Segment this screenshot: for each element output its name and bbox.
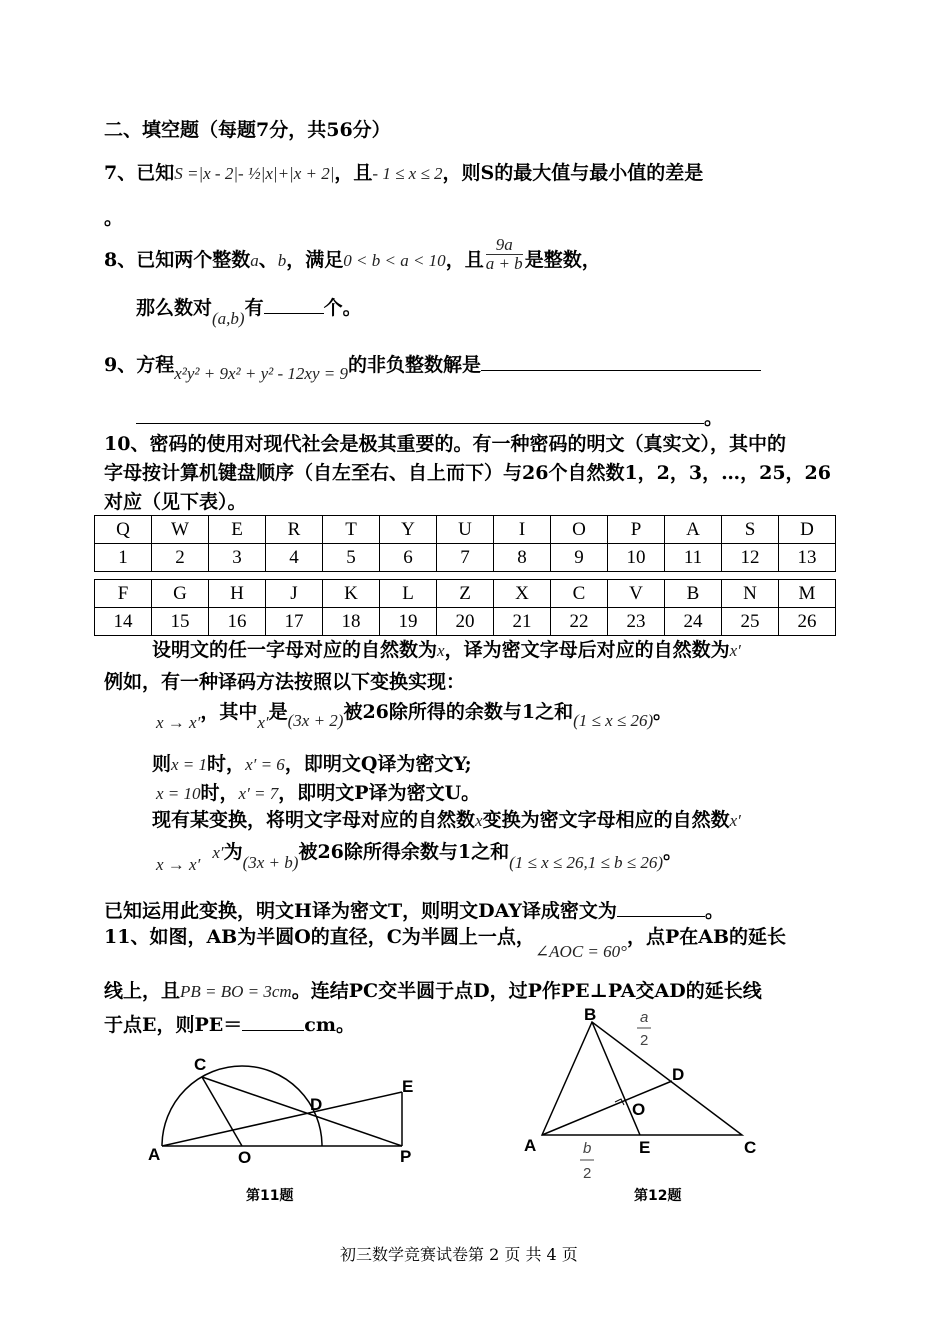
- fig11-label-e: E: [402, 1077, 414, 1096]
- q10-p5-x10: x = 10: [156, 784, 201, 803]
- q8-answer-blank[interactable]: [264, 295, 324, 314]
- figure-12: [520, 1000, 780, 1190]
- question-8: [104, 234, 601, 273]
- q11-line2-b: 。连结PC交半圆于点D，过P作PE⊥PA交AD的延长线: [291, 980, 762, 1002]
- cipher-letter-cell: T: [323, 516, 380, 544]
- cipher-table-2: [94, 579, 836, 636]
- q11-answer-blank[interactable]: [242, 1012, 304, 1031]
- q8-var-b: b: [277, 251, 287, 270]
- cipher-letter-cell: G: [152, 580, 209, 608]
- q10-p1-x: x: [437, 641, 445, 660]
- q10-p5-c: ，即明文P译为密文U。: [278, 782, 481, 804]
- cipher-number-cell: 3: [209, 544, 266, 572]
- q8-prefix: 8、已知两个整数: [104, 249, 251, 271]
- cipher-letter-cell: H: [209, 580, 266, 608]
- q10-p7-b: 被26除所得余数与1之和: [298, 841, 510, 863]
- cipher-number-cell: 16: [209, 608, 266, 636]
- cipher-table-1: [94, 515, 836, 572]
- cipher-letter-cell: K: [323, 580, 380, 608]
- q10-line1: 10、密码的使用对现代社会是极其重要的。有一种密码的明文（真实文），其中的: [104, 433, 786, 455]
- cipher-number-cell: 17: [266, 608, 323, 636]
- q7-suffix: ，则S的最大值与最小值的差是: [442, 162, 704, 184]
- cipher-letter-cell: V: [608, 580, 665, 608]
- fig11-caption: 第11题: [246, 1188, 294, 1204]
- cipher-number-cell: 6: [380, 544, 437, 572]
- q8-var-a: a: [250, 251, 259, 270]
- q10-p6-xp: x′: [729, 811, 741, 830]
- q11-angle: ∠AOC = 60°: [534, 942, 627, 961]
- cipher-letter-cell: L: [380, 580, 437, 608]
- q8-fraction: [486, 236, 523, 273]
- q10-p4-b: 时，: [207, 753, 246, 775]
- cipher-number-cell: 11: [665, 544, 722, 572]
- cipher-letter-cell: D: [779, 516, 836, 544]
- fig12-seg-b-den: 2: [583, 1165, 592, 1182]
- cipher-number-cell: 15: [152, 608, 209, 636]
- cipher-number-cell: 26: [779, 608, 836, 636]
- q9-suffix: 的非负整数解是: [347, 354, 481, 376]
- fig12-seg-b-num: b: [583, 1140, 592, 1157]
- cipher-letter-cell: X: [494, 580, 551, 608]
- cipher-letter-cell: N: [722, 580, 779, 608]
- q10-p3-range: (1 ≤ x ≤ 26): [573, 711, 654, 730]
- fig12-label-o: O: [632, 1100, 646, 1119]
- q10-p6-a: 现有某变换，将明文字母对应的自然数: [152, 809, 476, 831]
- fig12-seg-a-num: a: [640, 1009, 649, 1026]
- q10-p3-xp: x′: [257, 713, 269, 732]
- q8-frac-num: 9a: [486, 236, 523, 255]
- q7-prefix: 7、已知: [104, 162, 175, 184]
- q10-para2: 例如，有一种译码方法按照以下变换实现：: [104, 671, 466, 693]
- cipher-table-1-letters: [95, 516, 836, 544]
- fig11-label-o: O: [238, 1148, 252, 1167]
- fig12-label-e: E: [639, 1138, 651, 1157]
- cipher-number-cell: 4: [266, 544, 323, 572]
- q10-p6-b: 变换为密文字母相应的自然数: [482, 809, 730, 831]
- cipher-letter-cell: P: [608, 516, 665, 544]
- q10-p7-expr: (3x + b): [242, 853, 299, 872]
- cipher-number-cell: 9: [551, 544, 608, 572]
- q10-answer-blank[interactable]: [617, 898, 705, 917]
- q7-mid: ，且: [334, 162, 373, 184]
- cipher-table-2-letters: [95, 580, 836, 608]
- q7-formula: S =|x - 2|- ½|x|+|x + 2|: [174, 164, 335, 183]
- cipher-letter-cell: M: [779, 580, 836, 608]
- cipher-letter-cell: O: [551, 516, 608, 544]
- q10-p4-x1: x = 1: [171, 755, 208, 774]
- q10-p4-a: 则: [152, 753, 172, 775]
- cipher-number-cell: 7: [437, 544, 494, 572]
- q11-pb: PB = BO = 3cm: [180, 982, 292, 1001]
- q8-condition: 0 < b < a < 10: [343, 251, 446, 270]
- q10-p3-a: ，其中: [200, 701, 258, 723]
- fig12-seg-a-den: 2: [640, 1032, 649, 1049]
- q10-para3: [156, 700, 673, 732]
- q8-line2-mid: 有: [244, 297, 264, 319]
- cipher-number-cell: 18: [323, 608, 380, 636]
- fig11-label-a: A: [148, 1145, 161, 1164]
- q8-pair: (a,b): [212, 309, 245, 328]
- q8-line2-prefix: 那么数对: [136, 297, 213, 319]
- cipher-number-cell: 10: [608, 544, 665, 572]
- cipher-letter-cell: R: [266, 516, 323, 544]
- cipher-number-cell: 22: [551, 608, 608, 636]
- q11-line3-a: 于点E，则PE＝: [104, 1014, 243, 1036]
- cipher-number-cell: 23: [608, 608, 665, 636]
- cipher-letter-cell: U: [437, 516, 494, 544]
- q10-p6-x: x: [475, 811, 483, 830]
- fig12-label-c: C: [744, 1138, 757, 1157]
- question-8-line2: [136, 295, 362, 328]
- cipher-number-cell: 5: [323, 544, 380, 572]
- cipher-number-cell: 12: [722, 544, 779, 572]
- q8-line2-end: 个。: [323, 297, 362, 319]
- q10-p3-b: 是: [268, 701, 288, 723]
- cipher-letter-cell: Z: [437, 580, 494, 608]
- figure-11: [140, 1050, 440, 1170]
- question-9: [104, 352, 761, 383]
- cipher-letter-cell: E: [209, 516, 266, 544]
- cipher-letter-cell: C: [551, 580, 608, 608]
- q10-p7-a: 为: [223, 841, 243, 863]
- cipher-number-cell: 8: [494, 544, 551, 572]
- section-title: 二、填空题（每题7分，共56分）: [104, 119, 391, 141]
- q10-p7-end: 。: [663, 841, 683, 863]
- q9-end: 。: [704, 407, 724, 429]
- fig12-label-b: B: [584, 1005, 597, 1024]
- cipher-number-cell: 21: [494, 608, 551, 636]
- q8-mid: ，满足: [286, 249, 344, 271]
- q8-frac-den: a + b: [485, 253, 523, 273]
- cipher-letter-cell: Y: [380, 516, 437, 544]
- q11-line1: [104, 925, 787, 961]
- q10-p3-expr: (3x + 2): [287, 711, 344, 730]
- cipher-number-cell: 2: [152, 544, 209, 572]
- cipher-letter-cell: I: [494, 516, 551, 544]
- q11-line1-a: 11、如图，AB为半圆O的直径，C为半圆上一点，: [104, 926, 535, 948]
- cipher-letter-cell: W: [152, 516, 209, 544]
- q9-answer-blank[interactable]: [481, 352, 761, 371]
- q10-p4-c: ，即明文Q译为密文Y;: [284, 753, 472, 775]
- q10-para8: [104, 898, 724, 923]
- q10-p1-xp: x′: [729, 641, 741, 660]
- fig11-label-p: P: [400, 1147, 412, 1166]
- q10-map: x → x′: [156, 713, 201, 732]
- q10-line3: 对应（见下表）。: [104, 491, 247, 513]
- q8-suffix: 是整数，: [524, 249, 601, 271]
- cipher-letter-cell: S: [722, 516, 779, 544]
- q8-sep: 、: [258, 249, 278, 271]
- cipher-number-cell: 25: [722, 608, 779, 636]
- page-footer: 初三数学竞赛试卷第 2 页 共 4 页: [340, 1245, 578, 1264]
- q10-line2: 字母按计算机键盘顺序（自左至右、自上而下）与26个自然数1，2，3，…，25，26: [104, 462, 831, 484]
- cipher-table-2-numbers: [95, 608, 836, 636]
- cipher-number-cell: 14: [95, 608, 152, 636]
- cipher-number-cell: 19: [380, 608, 437, 636]
- q10-para4: [152, 752, 472, 777]
- q10-p1-b: ，译为密文字母后对应的自然数为: [444, 639, 730, 661]
- cipher-letter-cell: Q: [95, 516, 152, 544]
- q9-equation: x²y² + 9x² + y² - 12xy = 9: [174, 364, 348, 383]
- fig11-label-c: C: [194, 1055, 207, 1074]
- q10-p7-range: (1 ≤ x ≤ 26,1 ≤ b ≤ 26): [509, 853, 664, 872]
- q7-end: 。: [104, 207, 124, 229]
- q10-p3-end: 。: [653, 701, 673, 723]
- q10-p5-b: 时，: [200, 782, 239, 804]
- q10-p8: 已知运用此变换，明文H译为密文T，则明文DAY译成密文为: [104, 900, 617, 922]
- q11-line3-b: cm。: [304, 1014, 355, 1036]
- q10-p5-xp7: x′ = 7: [238, 784, 279, 803]
- q10-para7: [156, 840, 683, 874]
- q11-line1-b: ，点P在AB的延长: [626, 926, 787, 948]
- q8-mid2: ，且: [445, 249, 484, 271]
- cipher-letter-cell: J: [266, 580, 323, 608]
- q10-para1: [152, 638, 741, 663]
- q10-para6: [152, 808, 741, 833]
- q9-answer-blank-2[interactable]: [136, 405, 704, 424]
- fig11-line-ae: [162, 1092, 402, 1146]
- q10-p4-xp6: x′ = 6: [245, 755, 285, 774]
- q11-line2-a: 线上，且: [104, 980, 181, 1002]
- cipher-letter-cell: A: [665, 516, 722, 544]
- cipher-number-cell: 13: [779, 544, 836, 572]
- cipher-number-cell: 24: [665, 608, 722, 636]
- cipher-letter-cell: F: [95, 580, 152, 608]
- fig12-caption: 第12题: [634, 1188, 682, 1204]
- q10-p7-map: x → x′: [156, 855, 201, 874]
- cipher-table-1-numbers: [95, 544, 836, 572]
- fig11-label-d: D: [310, 1095, 323, 1114]
- question-9-line2: [136, 405, 723, 430]
- question-7: [104, 161, 703, 186]
- cipher-number-cell: 1: [95, 544, 152, 572]
- q10-p3-c: 被26除所得的余数与1之和: [343, 701, 574, 723]
- fig11-semicircle: [162, 1066, 322, 1146]
- fig11-line-cp: [202, 1077, 402, 1146]
- q10-p8-end: 。: [704, 900, 724, 922]
- q9-prefix: 9、方程: [104, 354, 175, 376]
- q10-p1: 设明文的任一字母对应的自然数为: [152, 639, 438, 661]
- q10-p7-xp: x′: [212, 843, 224, 862]
- cipher-letter-cell: B: [665, 580, 722, 608]
- q10-para5: [156, 781, 480, 806]
- q11-line3: [104, 1012, 355, 1037]
- fig12-label-d: D: [672, 1065, 685, 1084]
- q7-condition: - 1 ≤ x ≤ 2: [372, 164, 443, 183]
- cipher-number-cell: 20: [437, 608, 494, 636]
- fig12-label-a: A: [524, 1136, 537, 1155]
